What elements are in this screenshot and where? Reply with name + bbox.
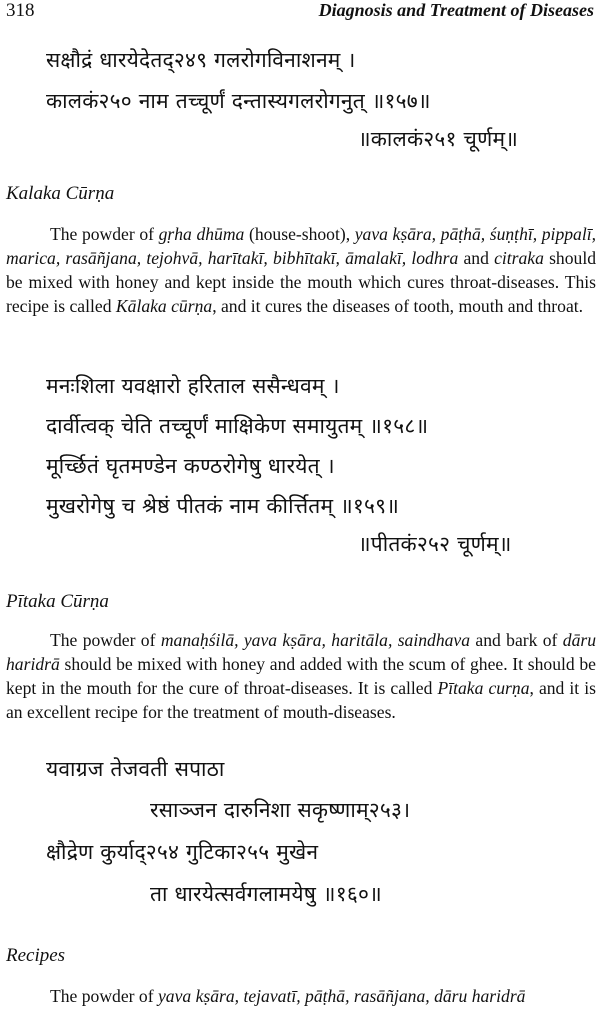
- text-run: (house-shoot),: [244, 224, 355, 244]
- verse-line: यवाग्रज तेजवती सपाठा: [46, 757, 225, 781]
- text-run: , and it cures the diseases of tooth, mouth and throat.: [212, 296, 584, 316]
- verse-line: दार्वीत्वक् चेति तच्चूर्णं माक्षिकेण समायुतम् ॥१५८॥: [46, 414, 429, 438]
- verse-line: रसाञ्जन दारुनिशा सकृष्णाम्२५३।: [150, 798, 411, 822]
- text-run: citraka: [494, 248, 544, 268]
- text-run: , and it is an excellent recipe for the treatment of mouth-diseases.: [6, 678, 596, 722]
- text-run: should be mixed with honey and kept inside the mouth which cures throat-diseases. This recipe is called: [6, 248, 597, 316]
- text-run: gṛha dhūma: [158, 224, 245, 244]
- verse-line: क्षौद्रेण कुर्याद्२५४ गुटिका२५५ मुखेन: [46, 840, 319, 864]
- verse-line: मनःशिला यवक्षारो हरिताल ससैन्धवम् ।: [46, 374, 340, 398]
- section-heading-recipes: Recipes: [6, 945, 66, 966]
- running-title: Diagnosis and Treatment of Diseases: [318, 0, 594, 20]
- section-heading-pitaka: Pītaka Cūrṇa: [6, 591, 109, 612]
- text-run: yava kṣāra, tejavatī, pāṭhā, rasāñjana, dāru haridrā: [157, 986, 526, 1006]
- verse-colophon: ॥पीतकं२५२ चूर्णम्॥: [358, 532, 512, 556]
- section-heading-kalaka: Kalaka Cūrṇa: [6, 183, 115, 204]
- text-run: The powder of: [50, 630, 161, 650]
- verse-line: सक्षौद्रं धारयेदेतद्२४९ गलरोगविनाशनम् ।: [46, 48, 356, 72]
- text-run: The powder of: [50, 224, 159, 244]
- text-run: and: [458, 248, 495, 268]
- paragraph-kalaka: [6, 222, 596, 318]
- verse-line: मुखरोगेषु च श्रेष्ठं पीतकं नाम कीर्त्तितम् ॥१५९॥: [46, 494, 400, 518]
- verse-line: मूर्च्छितं घृतमण्डेन कण्ठरोगेषु धारयेत् ।: [46, 454, 335, 478]
- text-run: Kālaka cūrṇa: [115, 296, 213, 316]
- text-run: dāru haridrā: [6, 630, 597, 674]
- verse-line: कालकं२५० नाम तच्चूर्णं दन्तास्यगलरोगनुत् ॥१५७॥: [46, 89, 431, 113]
- paragraph-recipes: [6, 984, 596, 1008]
- text-run: The powder of: [50, 986, 158, 1006]
- text-run: and bark of: [470, 630, 563, 650]
- verse-line: ता धारयेत्सर्वगलामयेषु ॥१६०॥: [150, 882, 382, 906]
- text-run: Pītaka curṇa: [437, 678, 530, 698]
- verse-colophon: ॥कालकं२५१ चूर्णम्॥: [358, 127, 519, 151]
- page-number: 318: [6, 0, 35, 21]
- paragraph-pitaka: [6, 628, 596, 724]
- text-run: yava kṣāra, pāṭhā, śuṇṭhī, pippalī, marica, rasāñjana, tejohvā, harītakī, bibhītakī, āmalakī, lodhra: [6, 224, 597, 268]
- text-run: manaḥśilā, yava kṣāra, haritāla, saindhava: [160, 630, 471, 650]
- text-run: should be mixed with honey and added with the scum of ghee. It should be kept in the mouth for the cure of throat-diseases. It is called: [6, 654, 596, 698]
- page-header: [6, 0, 594, 22]
